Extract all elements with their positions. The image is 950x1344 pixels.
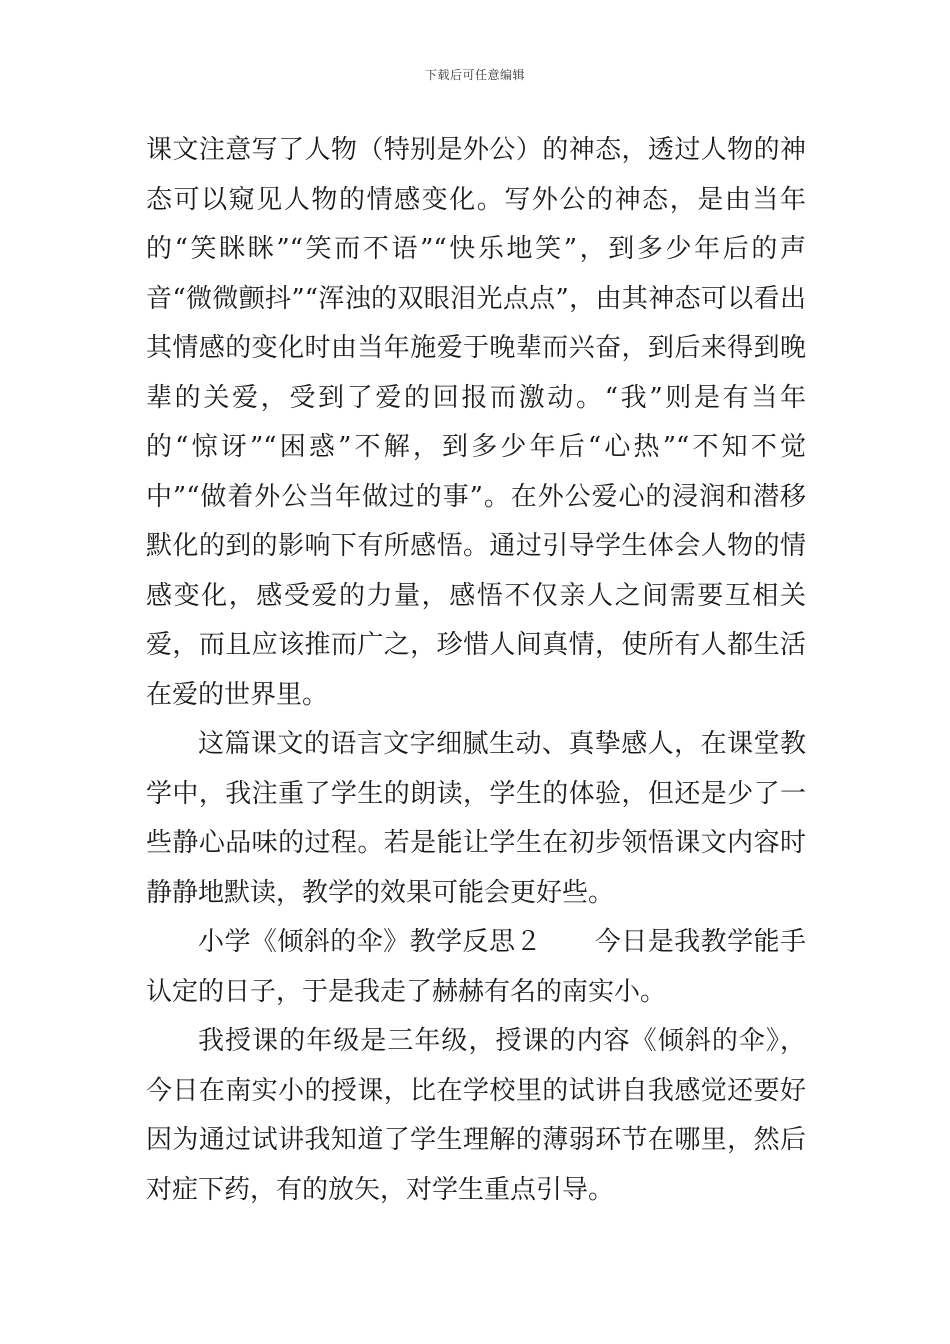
document-body	[146, 126, 806, 1215]
page-header: 下载后可任意编辑	[424, 68, 525, 82]
paragraph-1: 课文注意写了人物（特别是外公）的神态，透过人物的神态可以窥见人物的情感变化。写外公的神态，是由当年的“笑眯眯”“笑而不语”“快乐地笑”，到多少年后的声音“微微颤抖”“浑浊的双眼泪光点点”，由其神态可以看出其情感的变化时由当年施爱于晚辈而兴奋，到后来得到晚辈的关爱，受到了爱的回报而激动。“我”则是有当年的“惊讶”“困惑”不解，到多少年后“心热”“不知不觉中”“做着外公当年做过的事”。在外公爱心的浸润和潜移默化的到的影响下有所感悟。通过引导学生体会人物的情感变化，感受爱的力量，感悟不仅亲人之间需要互相关爱，而且应该推而广之，珍惜人间真情，使所有人都生活在爱的世界里。	[146, 135, 806, 710]
paragraph-3: 小学《倾斜的伞》教学反思２ 今日是我教学能手认定的日子，于是我走了赫赫有名的南实小。	[146, 927, 806, 1007]
paragraph-4: 我授课的年级是三年级，授课的内容《倾斜的伞》，今日在南实小的授课，比在学校里的试讲自我感觉还要好因为通过试讲我知道了学生理解的薄弱环节在哪里，然后对症下药，有的放矢，对学生重点引导。	[146, 1026, 806, 1205]
paragraph-2: 这篇课文的语言文字细腻生动、真挚感人，在课堂教学中，我注重了学生的朗读，学生的体验，但还是少了一些静心品味的过程。若是能让学生在初步领悟课文内容时静静地默读，教学的效果可能会更好些。	[146, 729, 806, 908]
